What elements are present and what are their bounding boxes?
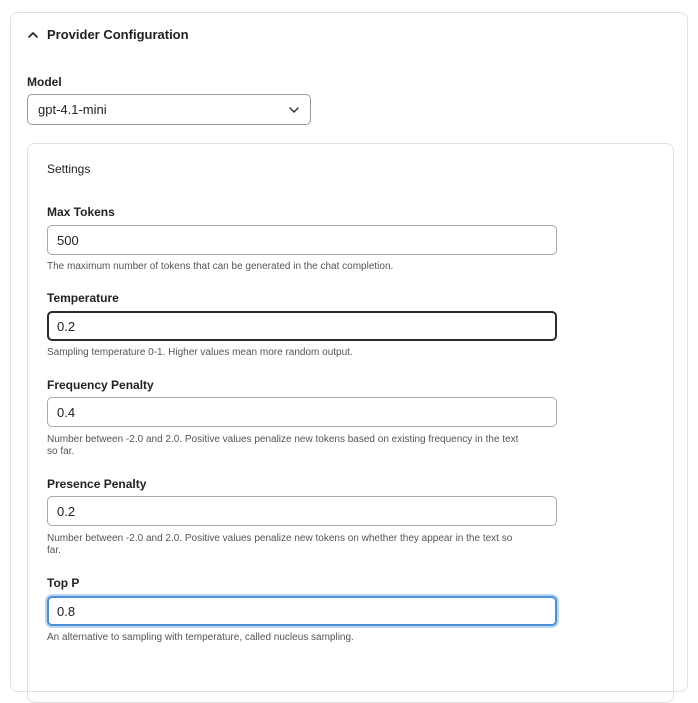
presence-penalty-label: Presence Penalty [47,477,147,491]
max-tokens-help: The maximum number of tokens that can be generated in the chat completion. [47,261,394,272]
temperature-label: Temperature [47,291,119,305]
settings-panel [27,143,674,703]
section-toggle[interactable] [27,27,189,42]
model-label: Model [27,75,62,89]
max-tokens-input[interactable] [47,225,557,255]
frequency-penalty-help: Number between -2.0 and 2.0. Positive values penalize new tokens based on existing frequency in the text so far. [47,434,519,457]
temperature-input[interactable] [47,311,557,341]
top-p-label: Top P [47,576,80,590]
temperature-help: Sampling temperature 0-1. Higher values mean more random output. [47,347,353,358]
chevron-up-icon [27,29,39,41]
settings-title: Settings [47,162,91,176]
presence-penalty-help: Number between -2.0 and 2.0. Positive values penalize new tokens on whether they appear in the text so far. [47,533,513,556]
model-selected-value: gpt-4.1-mini [38,102,107,117]
presence-penalty-input[interactable] [47,496,557,526]
top-p-help: An alternative to sampling with temperature, called nucleus sampling. [47,632,354,643]
model-select[interactable] [27,94,311,125]
chevron-down-icon [288,104,300,116]
frequency-penalty-input[interactable] [47,397,557,427]
frequency-penalty-label: Frequency Penalty [47,378,154,392]
top-p-input[interactable] [47,596,557,626]
section-title: Provider Configuration [47,27,189,42]
provider-configuration-panel [10,12,688,692]
max-tokens-label: Max Tokens [47,205,115,219]
